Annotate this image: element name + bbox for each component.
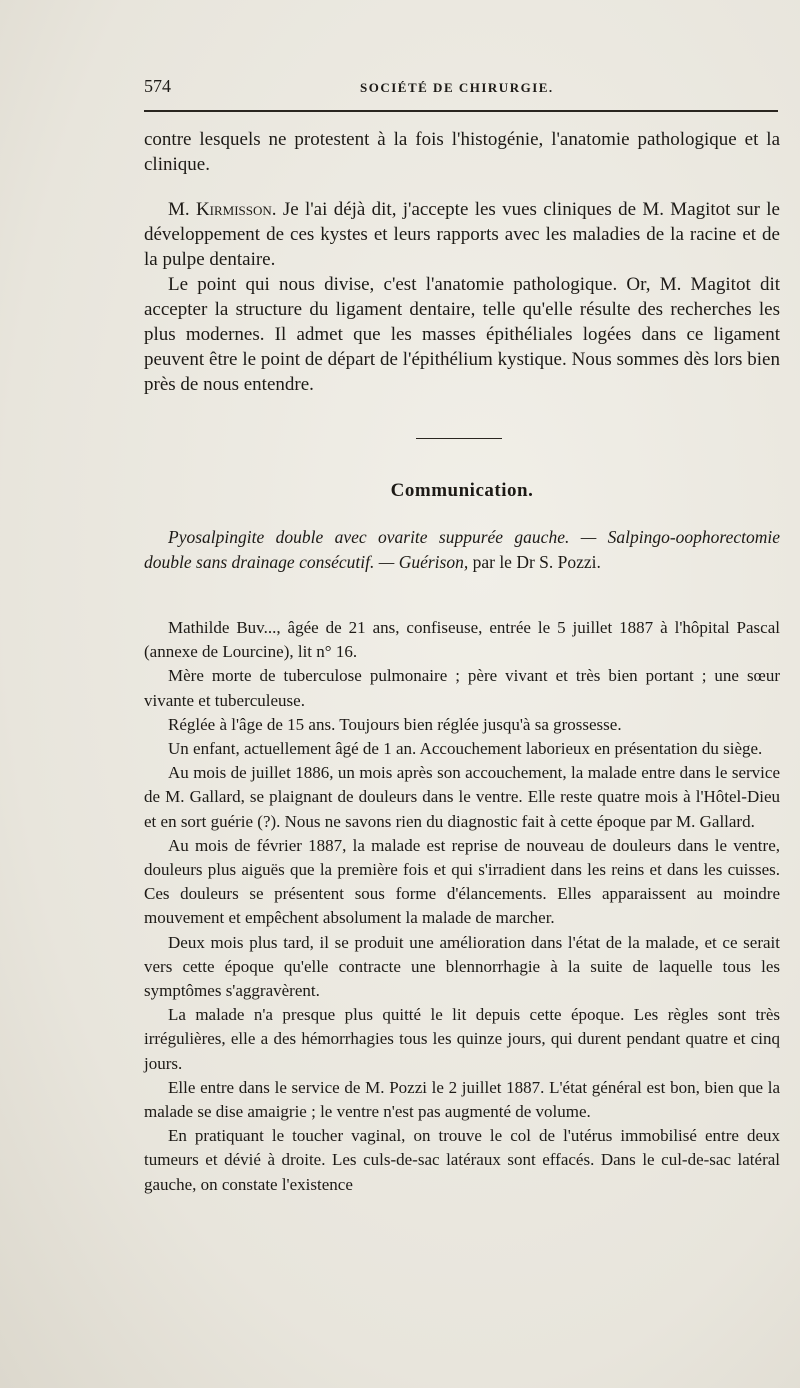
case-paragraph: Au mois de juillet 1886, un mois après son accouchement, la malade entre dans le service de M. Gallard, se plaignant de douleurs dans le ventre. Elle reste quatre mois à l'Hôtel-Dieu et en sort guérie (?). Nous ne savons rien du diagnostic fait à cette époque par M. Gallard. (144, 763, 780, 831)
case-paragraph: La malade n'a presque plus quitté le lit depuis cette époque. Les règles sont très irrégulières, elle a des hémorrhagies tous les quinze jours, qui durent pendant quatre et cinq jours. (144, 1005, 780, 1073)
speaker-name: M. Kirmisson. (168, 199, 277, 220)
communication-title-italic: Pyosalpingite double avec ovarite suppurée gauche. — Salpingo-oophorectomie double sans drainage consécutif. — Guérison, (144, 527, 780, 572)
kirmisson-text: Je l'ai déjà dit, j'accepte les vues cliniques de M. Magitot sur le développement de ces kystes et leurs rapports avec les maladies de la racine et de la pulpe dentaire. (144, 199, 780, 270)
case-paragraph: Au mois de février 1887, la malade est reprise de nouveau de douleurs dans le ventre, douleurs plus aiguës que la première fois et qui s'irradient dans les reins et dans les cuisses. Ces douleurs se présentent sous forme d'élancements. Elles apparaissent au moindre mouvement et empêchent absolument la malade de marcher. (144, 835, 780, 928)
communication-title (144, 525, 780, 575)
page-number: 574 (144, 76, 171, 96)
paragraph-continuation: contre lesquels ne protestent à la fois l'histogénie, l'anatomie pathologique et la clinique. (144, 129, 780, 175)
case-paragraph: Un enfant, actuellement âgé de 1 an. Accouchement laborieux en présentation du siège. (168, 739, 763, 759)
kirmisson-paragraph (144, 197, 780, 272)
case-report (144, 616, 780, 1197)
section-title: Communication. (390, 480, 534, 501)
opening-paragraph (144, 127, 780, 177)
communication-heading (144, 525, 780, 575)
kirmisson-remarks (144, 197, 780, 397)
case-paragraph: Mère morte de tuberculose pulmonaire ; père vivant et très bien portant ; une sœur vivante et tuberculeuse. (144, 666, 780, 710)
header-rule (144, 110, 778, 112)
case-paragraph: Mathilde Buv..., âgée de 21 ans, confiseuse, entrée le 5 juillet 1887 à l'hôpital Pascal (annexe de Lourcine), lit n° 16. (144, 618, 780, 662)
section-divider (416, 438, 502, 439)
kirmisson-continuation: Le point qui nous divise, c'est l'anatomie pathologique. Or, M. Magitot dit accepter la structure du ligament dentaire, telle qu'elle résulte des recherches les plus modernes. Il admet que les masses épithéliales logées dans ce ligament peuvent être le point de départ de l'épithélium kystique. Nous sommes dès lors bien près de nous entendre. (144, 274, 780, 395)
case-paragraph: Elle entre dans le service de M. Pozzi le 2 juillet 1887. L'état général est bon, bien que la malade se dise amaigrie ; le ventre n'est pas augmenté de volume. (144, 1077, 780, 1122)
case-paragraph: Réglée à l'âge de 15 ans. Toujours bien réglée jusqu'à sa grossesse. (168, 714, 622, 734)
running-title: SOCIÉTÉ DE CHIRURGIE. (360, 80, 554, 95)
page-header (144, 72, 776, 102)
communication-byline: par le Dr S. Pozzi. (468, 552, 601, 572)
case-paragraph: Deux mois plus tard, il se produit une amélioration dans l'état de la malade, et ce serait vers cette époque qu'elle contracte une blennorrhagie à la suite de laquelle tous les symptômes s'aggravèrent. (144, 932, 780, 1001)
case-paragraph: En pratiquant le toucher vaginal, on trouve le col de l'utérus immobilisé entre deux tumeurs et dévié à droite. Les culs-de-sac latéraux sont effacés. Dans le cul-de-sac latéral gauche, on constate l'existence (144, 1126, 780, 1194)
